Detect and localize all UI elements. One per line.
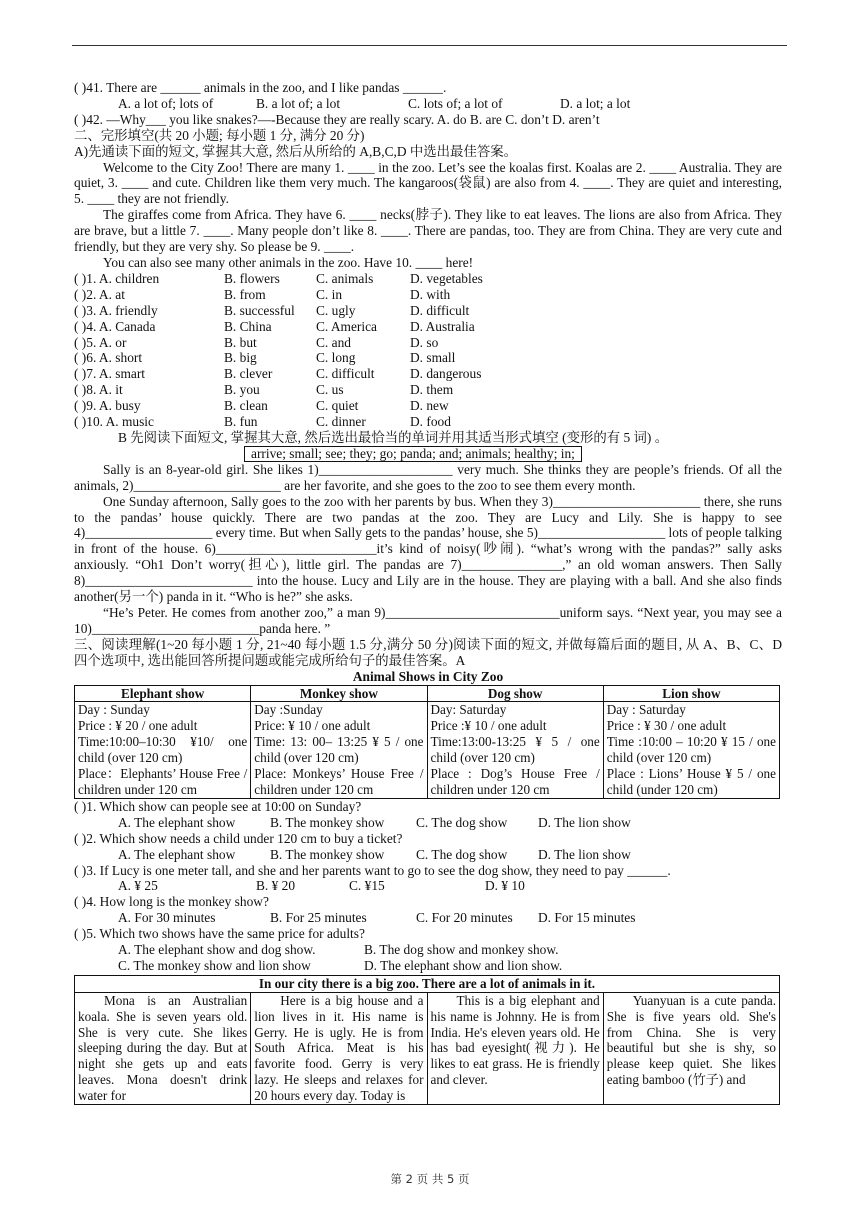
cloze-question [74, 287, 782, 303]
cloze-question [74, 398, 782, 414]
show-detail: Time:10:00–10:30 ¥10/ one child (over 120 cm) [78, 734, 248, 766]
show-detail: Day: Saturday [430, 702, 507, 718]
reading-question-options [74, 942, 782, 958]
cloze-question [74, 335, 782, 351]
cloze-question [74, 350, 782, 366]
reading-question-options [74, 847, 782, 863]
option: C. For 20 minutes [416, 910, 513, 926]
show-detail: Price: ¥ 10 / one adult [254, 718, 371, 734]
show-detail: Day :Sunday [254, 702, 323, 718]
section-2-title: 二、完形填空(共 20 小题; 每小题 1 分, 满分 20 分) [74, 127, 365, 143]
cloze-option: B. big [224, 350, 257, 366]
cloze-stem-option-a: ( )4. A. Canada [74, 318, 156, 334]
table-header: Elephant show [75, 685, 251, 702]
reading-question-stem: ( )1. Which show can people see at 10:00 on Sunday? [74, 798, 362, 814]
show-detail: Place：Elephants’ House Free / children under 120 cm [78, 766, 248, 797]
cloze-option: B. from [224, 286, 266, 302]
option: C. lots of; a lot of [408, 95, 503, 111]
cloze-question [74, 303, 782, 319]
show-cell [603, 702, 779, 798]
cloze-option: B. clean [224, 398, 268, 414]
option: A. ¥ 25 [118, 878, 158, 894]
option: D. The lion show [538, 846, 631, 862]
show-detail: Price :¥ 10 / one adult [430, 718, 547, 734]
cloze-stem-option-a: ( )10. A. music [74, 414, 154, 430]
cloze-option: B. fun [224, 414, 258, 430]
cloze-option: C. in [316, 286, 343, 302]
cloze-option: D. Australia [410, 318, 475, 334]
cloze-option: B. flowers [224, 270, 280, 286]
question-41 [74, 80, 782, 96]
reading-question-options [74, 815, 782, 831]
shows-table-title: Animal Shows in City Zoo [352, 668, 504, 684]
cloze-option: C. ugly [316, 302, 356, 318]
exam-page [74, 80, 782, 1105]
show-cell [427, 702, 603, 798]
passage-b-paragraph: One Sunday afternoon, Sally goes to the zoo with her parents by bus. When they 3)______________________ there, she runs to the pandas’ house quickly. There are two pandas at the zoo. They are Lucy and Lily. She is happy to see 4)___________________ every time. But when Sally gets to the pandas’ house, she 5)___________________ lots of people talking in front of the house. 6)________________________it’s kind of noisy(吵闹). “what’s wrong with the pandas?” sally asks anxiously. “Oh1 Don’t worry(担心), little girl. The pandas are 7)_______________,” an old woman answers. Then Sally 8)_________________________ into the house. Lucy and Lily are in the house. They are playing with a ball. And she also finds another(另一个) panda in it. “Who is he?” she asks. [74, 493, 782, 605]
cloze-question [74, 271, 782, 287]
cloze-option: B. but [224, 334, 257, 350]
section-2a-intro: A)先通读下面的短文, 掌握其大意, 然后从所给的 A,B,C,D 中选出最佳答案。 [74, 143, 518, 159]
cloze-option: B. China [224, 318, 272, 334]
show-detail: Price : ¥ 20 / one adult [78, 718, 198, 734]
cloze-option: D. difficult [410, 302, 470, 318]
cloze-option: D. small [410, 350, 456, 366]
option: B. For 25 minutes [270, 910, 367, 926]
show-detail: Time :10:00 – 10:20 ¥ 15 / one child (over 120 cm) [606, 734, 776, 766]
cloze-stem-option-a: ( )5. A. or [74, 334, 127, 350]
cloze-stem-option-a: ( )8. A. it [74, 382, 123, 398]
option: D. The elephant show and lion show. [364, 957, 563, 973]
cloze-question [74, 382, 782, 398]
option: A. The elephant show [118, 846, 236, 862]
cloze-option: C. difficult [316, 366, 375, 382]
option: B. The monkey show [270, 846, 385, 862]
option: A. The elephant show and dog show. [118, 942, 316, 958]
passage-a-paragraph: Welcome to the City Zoo! There are many 1. ____ in the zoo. Let’s see the koalas first. Koalas are 2. ____ Australia. They are quiet, 3. ____ and cute. Children like them very much. The kangaroos(袋鼠) are also from 4. ____. They are quiet and interesting, 5. ____ they are not friendly. [74, 159, 782, 207]
header-rule [72, 45, 787, 46]
show-detail: Time: 13: 00– 13:25 ¥ 5 / one child (over 120 cm) [254, 734, 424, 766]
cloze-stem-option-a: ( )2. A. at [74, 286, 125, 302]
question-41-stem: ( )41. There are ______ animals in the zoo, and I like pandas ______. [74, 80, 447, 95]
show-cell [75, 702, 251, 798]
option: A. a lot of; lots of [118, 95, 214, 111]
cloze-option: C. animals [316, 270, 374, 286]
show-detail: Place : Lions’ House ¥ 5 / one child (under 120 cm) [606, 766, 776, 797]
option: B. a lot of; a lot [256, 95, 341, 111]
cloze-stem-option-a: ( )3. A. friendly [74, 302, 158, 318]
option: B. The dog show and monkey show. [364, 942, 559, 958]
show-detail: Price : ¥ 30 / one adult [606, 718, 727, 734]
animal-shows-table [74, 685, 780, 799]
cloze-option: B. successful [224, 302, 295, 318]
word-bank-box: arrive; small; see; they; go; panda; and; animals; healthy; in; [244, 446, 582, 462]
cloze-option: C. dinner [316, 414, 366, 430]
reading-questions [74, 799, 782, 974]
zoo-animals-table [74, 975, 780, 1105]
zoo-cell: Yuanyuan is a cute panda. She is five years old. She's from China. She is very beautiful but she is shy, so please keep quiet. She likes eating bamboo (竹子) and [603, 992, 779, 1104]
cloze-stem-option-a: ( )7. A. smart [74, 366, 146, 382]
section-2b-intro: B 先阅读下面短文, 掌握其大意, 然后选出最恰当的单词并用其适当形式填空 (变形的有 5 词) 。 [118, 429, 669, 445]
reading-question-stem: ( )3. If Lucy is one meter tall, and she and her parents want to go to see the dog show, they need to pay ______. [74, 862, 671, 878]
cloze-option: C. long [316, 350, 356, 366]
passage-b-paragraph: Sally is an 8-year-old girl. She likes 1)____________________ very much. She thinks they are people’s friends. Of all the animals, 2)______________________ are her favorite, and she goes to the zoo to see them every month. [74, 461, 782, 493]
option: C. The monkey show and lion show [118, 957, 311, 973]
option: A. For 30 minutes [118, 910, 216, 926]
table-header: Monkey show [251, 685, 427, 702]
cloze-option: D. food [410, 414, 451, 430]
show-detail: Day : Saturday [606, 702, 686, 718]
option: D. For 15 minutes [538, 910, 636, 926]
show-detail: Day : Sunday [78, 702, 150, 718]
option: C. ¥15 [349, 878, 385, 894]
option: D. ¥ 10 [485, 878, 525, 894]
passage-a-paragraph: The giraffes come from Africa. They have 6. ____ necks(脖子). They like to eat leaves. The lions are also from Africa. They are brave, but a little 7. ____. Many people don’t like 8. ____. There are pandas, too. They are from China. They are very cute and friendly, but they are very shy. So please be 9. ____. [74, 207, 782, 255]
option: C. The dog show [416, 846, 508, 862]
cloze-stem-option-a: ( )6. A. short [74, 350, 143, 366]
reading-question-options [74, 910, 782, 926]
table-row [75, 702, 780, 798]
zoo-cell: Here is a big house and a lion lives in it. His name is Gerry. He is ugly. He is from South Africa. Meat is his favorite food. Gerry is very lazy. He sleeps and relaxes for 20 hours every day. Today is [251, 992, 427, 1104]
cloze-option: C. and [316, 334, 351, 350]
show-detail: Time:13:00-13:25 ¥ 5 / one child (over 120 cm) [430, 734, 600, 766]
cloze-option: B. you [224, 382, 260, 398]
option: D. The lion show [538, 814, 631, 830]
cloze-option: D. new [410, 398, 449, 414]
question-42-stem: ( )42. —Why___ you like snakes?—-Because they are really scary. A. do B. are C. don’t D. aren’t [74, 111, 600, 127]
cloze-option: D. vegetables [410, 270, 483, 286]
question-41-options [74, 96, 782, 112]
reading-question-options [74, 878, 782, 894]
cloze-question [74, 319, 782, 335]
cloze-option: C. America [316, 318, 377, 334]
cloze-option: B. clever [224, 366, 273, 382]
cloze-option: D. them [410, 382, 454, 398]
show-detail: Place: Monkeys’ House Free / children under 120 cm [254, 766, 424, 797]
reading-question-stem: ( )5. Which two shows have the same price for adults? [74, 926, 365, 942]
zoo-table-title: In our city there is a big zoo. There are a lot of animals in it. [75, 975, 780, 992]
option: A. The elephant show [118, 814, 236, 830]
cloze-a-list [74, 271, 782, 430]
option: D. a lot; a lot [560, 95, 631, 111]
cloze-question [74, 414, 782, 430]
cloze-option: D. with [410, 286, 451, 302]
table-header: Lion show [603, 685, 779, 702]
option: B. ¥ 20 [256, 878, 296, 894]
reading-question-options [74, 958, 782, 974]
zoo-cell: This is a big elephant and his name is Johnny. He is from India. He's eleven years old. He has bad eyesight(视力). He likes to eat grass. He is friendly and clever. [427, 992, 603, 1104]
reading-question-stem: ( )2. Which show needs a child under 120 cm to buy a ticket? [74, 830, 403, 846]
section-3-title: 三、阅读理解(1~20 每小题 1 分, 21~40 每小题 1.5 分,满分 50 分)阅读下面的短文, 并做每篇后面的题目, 从 A、B、C、D 四个选项中, 选出能回答所提问题或能完成所给句子的最佳答案。A [74, 636, 782, 668]
show-detail: Place : Dog’s House Free / children under 120 cm [430, 766, 600, 797]
cloze-stem-option-a: ( )9. A. busy [74, 398, 141, 414]
cloze-question [74, 366, 782, 382]
zoo-cell: Mona is an Australian koala. She is seven years old. She is very cute. She likes sleeping during the day. But at night she gets up and eats leaves. Mona doesn't drink water for [75, 992, 251, 1104]
show-cell [251, 702, 427, 798]
question-42 [74, 112, 782, 128]
passage-b-paragraph: “He’s Peter. He comes from another zoo,” a man 9)__________________________uniform says. “Next year, you may see a 10)_________________________panda here. ” [74, 605, 782, 636]
cloze-option: C. quiet [316, 398, 359, 414]
reading-question-stem: ( )4. How long is the monkey show? [74, 894, 269, 910]
option: C. The dog show [416, 814, 508, 830]
table-header: Dog show [427, 685, 603, 702]
cloze-option: C. us [316, 382, 344, 398]
cloze-option: D. so [410, 334, 439, 350]
cloze-stem-option-a: ( )1. A. children [74, 270, 160, 286]
option: B. The monkey show [270, 814, 385, 830]
cloze-option: D. dangerous [410, 366, 482, 382]
page-footer: 第 2 页 共 5 页 [390, 1172, 470, 1186]
passage-a-paragraph: You can also see many other animals in the zoo. Have 10. ____ here! [103, 254, 474, 270]
